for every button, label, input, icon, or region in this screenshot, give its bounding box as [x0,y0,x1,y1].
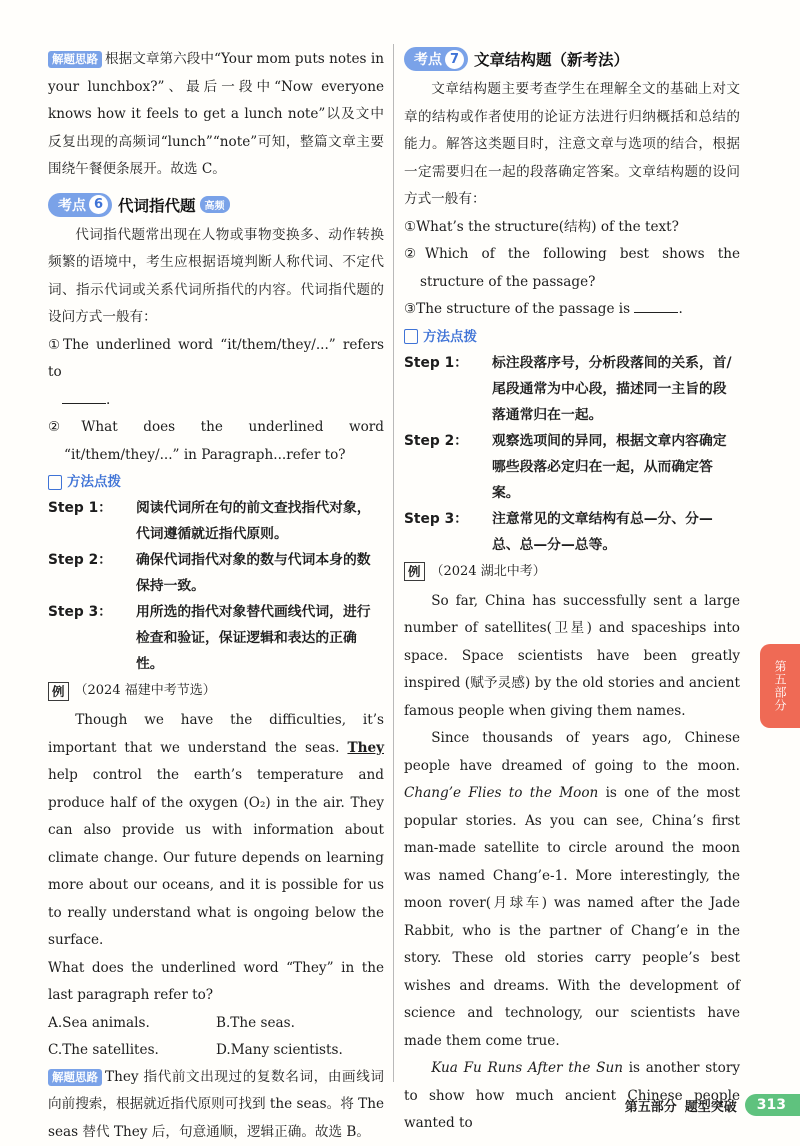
analysis-tag: 解题思路 [48,1069,102,1086]
kaodian-pill [48,193,112,217]
option-a: A.Sea animals. [48,1010,216,1037]
side-tab-label: 第五部分 [773,660,787,712]
option-d: D.Many scientists. [216,1037,384,1064]
method-header [404,326,740,348]
frequency-badge: 高频 [200,196,230,213]
question-form-1 [48,332,384,387]
page-footer [625,1094,800,1116]
method-label: 方法点拨 [423,326,477,348]
analysis-text: 根据文章第六段中“Your mom puts notes in your lunchbox?”、最后一段中“Now everyone knows how it feels to get a lunch note”以及文中反复出现的高频词“lunch”“note”可知，整篇文章主要围绕午餐便条展开。故选 C。 [48,51,384,177]
option-c: C.The satellites. [48,1037,216,1064]
example-source: （2024 福建中考节选） [75,679,216,703]
passage-text-post: is one of the most popular stories. As you can see, China’s first man-made satellite to circle around the moon was named Chang’e-1. More interestingly, the moon rover(月球车) was named after the Jade Rabbit, who is the partner of Chang’e in the story. These old stories carry people’s best wishes and dreams. With the development of science and technology, our scientists have made them come true. [404,785,740,1049]
example-passage [48,707,384,955]
kaodian-title: 文章结构题（新考法） [474,48,629,70]
answer-blank [62,389,106,404]
step-text: 阅读代词所在句的前文查找指代对象，代词遵循就近指代原则。 [136,495,384,547]
step-3 [48,599,384,677]
kaodian-pill [404,47,468,71]
step-label: Step 3： [404,506,492,558]
section-side-tab [760,644,800,728]
analysis-paragraph-1 [48,46,384,184]
step-label: Step 1： [48,495,136,547]
kaodian-label: 考点 [58,195,86,215]
story-title: Kua Fu Runs After the Sun [431,1060,623,1076]
method-header [48,471,384,493]
method-icon [48,475,62,490]
analysis-tag: 解题思路 [48,51,102,68]
kaodian-number: 7 [445,50,464,69]
step-label: Step 1： [404,350,492,428]
kaodian-6-header [48,192,384,218]
kaodian-number: 6 [89,195,108,214]
kaodian-6-intro: 代词指代题常出现在人物或事物变换多、动作转换频繁的语境中，考生应根据语境判断人称代词、不定代词、指示代词或关系代词所指代的内容。代词指代题的设问方式一般有： [48,222,384,332]
step-text: 标注段落序号，分析段落间的关系，首/尾段通常为中心段，描述同一主旨的段落通常归在一起。 [492,350,740,428]
question-form-1-blank [48,387,384,415]
example-header [48,679,384,703]
example-label: 例 [404,562,425,581]
method-icon [404,329,418,344]
page-number: 313 [745,1094,800,1116]
example-label: 例 [48,682,69,701]
step-1 [404,350,740,428]
question-form-3 [404,296,740,324]
passage-paragraph-2 [404,725,740,1055]
kaodian-7-intro: 文章结构题主要考查学生在理解全文的基础上对文章的结构或作者使用的论证方法进行归纳概括和总结的能力。解答这类题目时，注意文章与选项的结合，根据一定需要归在一起的段落确定答案。文章结构题的设问方式一般有： [404,76,740,214]
step-3 [404,506,740,558]
passage-text-pre: Though we have the difficulties, it’s important that we understand the seas. [48,712,384,756]
option-b: B.The seas. [216,1010,384,1037]
answer-analysis [48,1064,384,1146]
answer-options [48,1010,384,1064]
question-form-3-text: ③The structure of the passage is [404,301,630,317]
step-2 [48,547,384,599]
story-title: Chang’e Flies to the Moon [404,785,598,801]
passage-text-pre: Since thousands of years ago, Chinese people have dreamed of going to the moon. [404,730,740,774]
method-label: 方法点拨 [67,471,121,493]
question-form-2: ②Which of the following best shows the structure of the passage? [404,241,740,296]
question-form-1-text: ①The underlined word “it/them/they/...” refers to [48,337,384,381]
passage-text-post: is another story to show how much ancient Chinese people wanted to [404,1060,740,1131]
left-column [48,46,384,1146]
example-header [404,560,740,584]
question-form-1: ①What’s the structure(结构) of the text? [404,214,740,242]
step-2 [404,428,740,506]
question-form-2: ②What does the underlined word “it/them/they/...” in Paragraph...refer to? [48,414,384,469]
step-label: Step 2： [404,428,492,506]
step-text: 观察选项间的异同，根据文章内容确定哪些段落必定归在一起，从而确定答案。 [492,428,740,506]
example-question: What does the underlined word “They” in the last paragraph refer to? [48,955,384,1010]
kaodian-label: 考点 [414,49,442,69]
step-text: 注意常见的文章结构有总—分、分—总、总—分—总等。 [492,506,740,558]
passage-text-post: help control the earth’s temperature and produce half of the oxygen (O₂) in the air. They can also provide us with information about climate change. Our future depends on learning more about our oceans, and it is possible for us to really understand what is ongoing below the surface. [48,767,384,948]
step-1 [48,495,384,547]
kaodian-7-header [404,46,740,72]
step-label: Step 2： [48,547,136,599]
blank-end: . [678,301,682,317]
kaodian-title: 代词指代题 [118,194,196,216]
example-source: （2024 湖北中考） [431,560,546,584]
column-divider [393,44,394,1082]
answer-blank [634,298,678,313]
footer-title: 题型突破 [685,1096,737,1115]
step-text: 用所选的指代对象替代画线代词，进行检查和验证，保证逻辑和表达的正确性。 [136,599,384,677]
analysis-text: They 指代前文出现过的复数名词，由画线词向前搜索，根据就近指代原则可找到 the seas。将 The seas 替代 They 后，句意通顺，逻辑正确。故选 B。 [48,1069,384,1140]
right-column [404,46,740,1138]
footer-section: 第五部分 [625,1096,677,1115]
underlined-word: They [347,740,384,756]
step-label: Step 3： [48,599,136,677]
passage-paragraph-1: So far, China has successfully sent a large number of satellites(卫星) and spaceships into space. Space scientists have been greatly inspired (赋予灵感) by the old stories and ancient famous people when giving them names. [404,588,740,726]
step-text: 确保代词指代对象的数与代词本身的数保持一致。 [136,547,384,599]
blank-end: . [106,392,110,408]
